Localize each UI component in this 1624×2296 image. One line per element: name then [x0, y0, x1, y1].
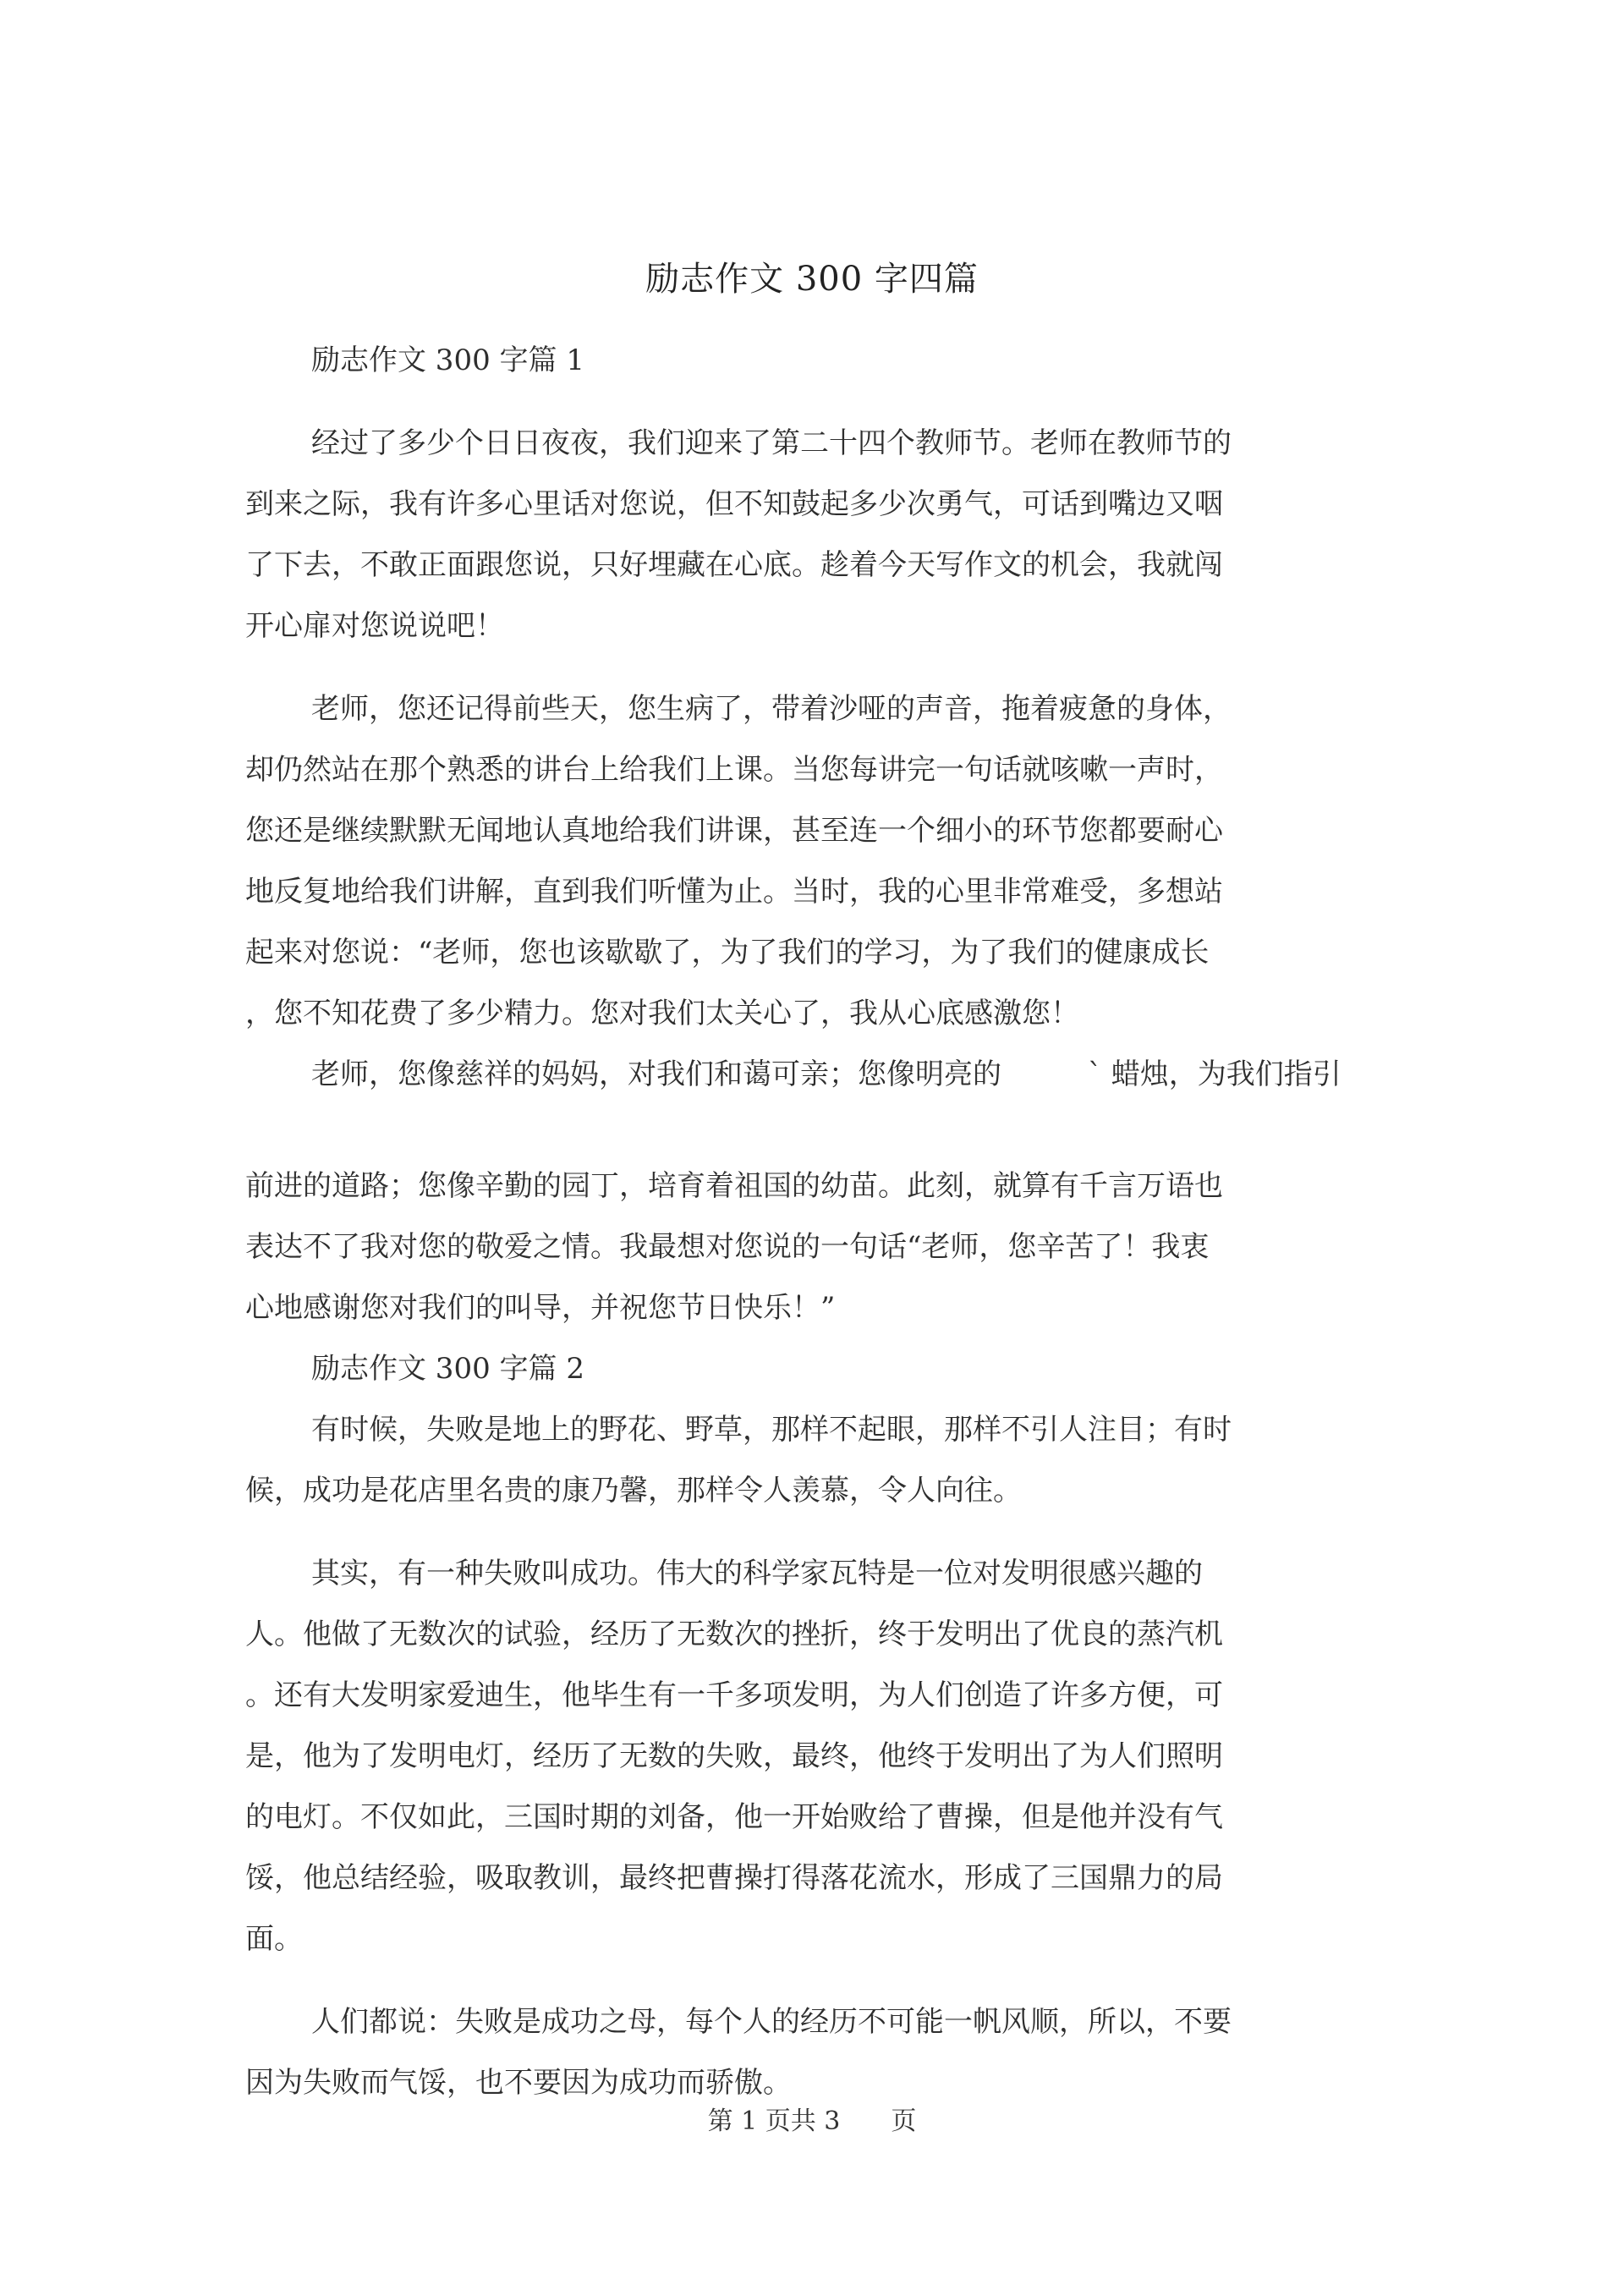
text-line: 前进的道路；您像辛勤的园丁，培育着祖国的幼苗。此刻，就算有千言万语也 [245, 1169, 1223, 1203]
text-line: 有时候，失败是地上的野花、野草，那样不起眼，那样不引人注目；有时 [311, 1413, 1232, 1447]
text-line: 心地感谢您对我们的叫导，并祝您节日快乐！” [245, 1291, 836, 1325]
text-line: 馁，他总结经验，吸取教训，最终把曹操打得落花流水，形成了三国鼎力的局 [245, 1861, 1223, 1895]
text-line: 老师，您还记得前些天，您生病了，带着沙哑的声音，拖着疲惫的身体， [311, 692, 1232, 726]
text-line: ，您不知花费了多少精力。您对我们太关心了，我从心底感激您！ [245, 997, 1079, 1030]
paragraph-gap [245, 1105, 1345, 1156]
paragraph-gap [245, 391, 1345, 413]
text-line: 却仍然站在那个熟悉的讲台上给我们上课。当您每讲完一句话就咳嗽一声时， [245, 753, 1223, 787]
text-line: 地反复地给我们讲解，直到我们听懂为止。当时，我的心里非常难受，多想站 [245, 875, 1223, 909]
paragraph-gap [245, 656, 1345, 678]
page-footer: 第 1 页共 3 页 [707, 2106, 917, 2136]
text-line: 老师，您像慈祥的妈妈，对我们和蔼可亲；您像明亮的 ` 蜡烛，为我们指引 [311, 1057, 1341, 1091]
text-line: 您还是继续默默无闻地认真地给我们讲课，甚至连一个细小的环节您都要耐心 [245, 814, 1223, 848]
text-line: 表达不了我对您的敬爱之情。我最想对您说的一句话“老师，您辛苦了！我衷 [245, 1230, 1210, 1264]
text-line: 人。他做了无数次的试验，经历了无数次的挫折，终于发明出了优良的蒸汽机 [245, 1618, 1223, 1651]
paragraph-gap [245, 1521, 1345, 1543]
document-title: 励志作文 300 字四篇 [645, 260, 979, 299]
text-line: 面。 [245, 1922, 303, 1956]
text-line: 起来对您说：“老师，您也该歇歇了，为了我们的学习，为了我们的健康成长 [245, 936, 1210, 969]
text-line: 开心扉对您说说吧！ [245, 609, 504, 643]
text-line: 其实，有一种失败叫成功。伟大的科学家瓦特是一位对发明很感兴趣的 [311, 1557, 1203, 1590]
paragraph-gap [245, 1969, 1345, 1991]
text-line: 因为失败而气馁，也不要因为成功而骄傲。 [245, 2066, 792, 2100]
text-line: 到来之际，我有许多心里话对您说，但不知鼓起多少次勇气，可话到嘴边又咽 [245, 487, 1223, 521]
text-line: 励志作文 300 字篇 2 [311, 1352, 584, 1386]
text-line: 经过了多少个日日夜夜，我们迎来了第二十四个教师节。老师在教师节的 [311, 426, 1232, 460]
text-line: 是，他为了发明电灯，经历了无数的失败，最终，他终于发明出了为人们照明 [245, 1739, 1223, 1773]
text-line: 了下去，不敢正面跟您说，只好埋藏在心底。趁着今天写作文的机会，我就闯 [245, 548, 1223, 582]
text-line: 候，成功是花店里名贵的康乃馨，那样令人羡慕，令人向往。 [245, 1474, 1022, 1508]
text-line: 的电灯。不仅如此，三国时期的刘备，他一开始败给了曹操，但是他并没有气 [245, 1800, 1223, 1834]
text-line: 励志作文 300 字篇 1 [311, 343, 584, 377]
text-line: 。还有大发明家爱迪生，他毕生有一千多项发明，为人们创造了许多方便，可 [245, 1678, 1223, 1712]
document-body [245, 330, 1345, 2113]
text-line: 人们都说：失败是成功之母，每个人的经历不可能一帆风顺，所以，不要 [311, 2005, 1232, 2039]
